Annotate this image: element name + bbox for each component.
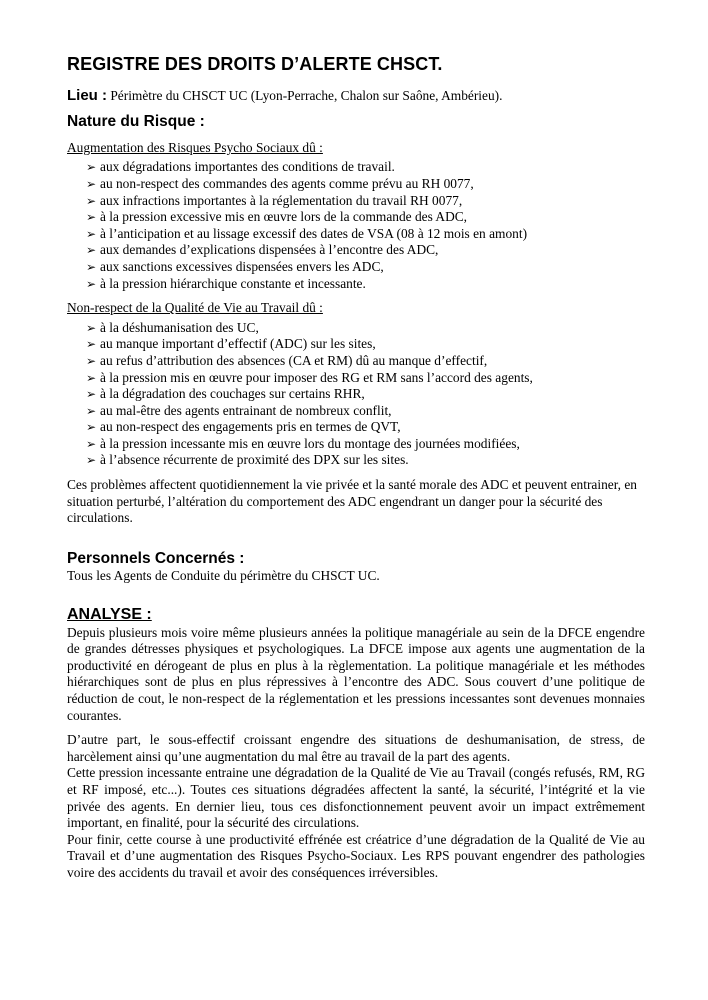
- nature-heading: Nature du Risque :: [67, 113, 205, 131]
- list-item: ➢ au non-respect des commandes des agents comme prévu au RH 0077,: [86, 175, 474, 191]
- list-item: ➢ aux sanctions excessives dispensées envers les ADC,: [86, 258, 384, 274]
- list-item: ➢ au manque important d’effectif (ADC) sur les sites,: [86, 336, 376, 352]
- arrowhead-bullet-icon: ➢: [86, 226, 97, 241]
- arrowhead-bullet-icon: ➢: [86, 193, 97, 208]
- list-item: ➢ au refus d’attribution des absences (CA et RM) dû au manque d’effectif,: [86, 352, 488, 368]
- lieu-line: [67, 88, 645, 105]
- list-item: ➢ aux dégradations importantes des conditions de travail.: [86, 159, 395, 175]
- analyse-paragraph-3: Cette pression incessante entraine une dégradation de la Qualité de Vie au Travail (congés refusés, RM, RG et RF imposé, etc...). Toutes ces situations dégradées affectent la santé, la sécurité, l’intégrité et la vie privée des agents. En dernier lieu, tous ces disfonctionnement peuvent avoir un impact extrêmement important, en finalité, pour la sécurité des circulations.: [67, 765, 645, 831]
- arrowhead-bullet-icon: ➢: [86, 453, 97, 468]
- arrowhead-bullet-icon: ➢: [86, 210, 97, 225]
- arrowhead-bullet-icon: ➢: [86, 403, 97, 418]
- arrowhead-bullet-icon: ➢: [86, 370, 97, 385]
- arrowhead-bullet-icon: ➢: [86, 387, 97, 402]
- list-item: ➢ à la déshumanisation des UC,: [86, 319, 259, 335]
- document-title: REGISTRE DES DROITS D’ALERTE CHSCT.: [67, 54, 443, 74]
- arrowhead-bullet-icon: ➢: [86, 436, 97, 451]
- list-item: ➢ à la pression excessive mis en œuvre lors de la commande des ADC,: [86, 209, 468, 225]
- qvt-list: [67, 320, 645, 469]
- list-item: ➢ à la pression mis en œuvre pour imposer des RG et RM sans l’accord des agents,: [86, 369, 533, 385]
- arrowhead-bullet-icon: ➢: [86, 243, 97, 258]
- personnels-heading: Personnels Concernés :: [67, 549, 245, 567]
- list-item: ➢ au non-respect des engagements pris en termes de QVT,: [86, 419, 401, 435]
- arrowhead-bullet-icon: ➢: [86, 276, 97, 291]
- lieu-label: Lieu :: [67, 86, 107, 104]
- risk-paragraph: Ces problèmes affectent quotidiennement la vie privée et la santé morale des ADC et peuvent entrainer, en situation perturbé, l’altération du comportement des ADC engendrant un danger pour la sécurité des circulations.: [67, 477, 637, 526]
- analyse-heading: ANALYSE :: [67, 606, 152, 624]
- arrowhead-bullet-icon: ➢: [86, 420, 97, 435]
- qvt-subheading: Non-respect de la Qualité de Vie au Travail dû :: [67, 300, 323, 316]
- list-item: ➢ à la pression incessante mis en œuvre lors du montage des journées modifiées,: [86, 435, 520, 451]
- list-item: ➢ à l’anticipation et au lissage excessif des dates de VSA (08 à 12 mois en amont): [86, 225, 528, 241]
- arrowhead-bullet-icon: ➢: [86, 176, 97, 191]
- personnels-text: Tous les Agents de Conduite du périmètre du CHSCT UC.: [67, 568, 380, 584]
- list-item: ➢ à l’absence récurrente de proximité des DPX sur les sites.: [86, 452, 409, 468]
- analyse-paragraph-2: D’autre part, le sous-effectif croissant engendre des situations de deshumanisation, de stress, de harcèlement ainsi qu’une augmentation du mal être au travail de la part des agents.: [67, 732, 645, 764]
- arrowhead-bullet-icon: ➢: [86, 337, 97, 352]
- rps-subheading: Augmentation des Risques Psycho Sociaux dû :: [67, 139, 323, 155]
- arrowhead-bullet-icon: ➢: [86, 160, 97, 175]
- lieu-value: Périmètre du CHSCT UC (Lyon-Perrache, Chalon sur Saône, Ambérieu).: [110, 87, 503, 103]
- arrowhead-bullet-icon: ➢: [86, 320, 97, 335]
- list-item: ➢ à la pression hiérarchique constante et incessante.: [86, 275, 366, 291]
- list-item: ➢ à la dégradation des couchages sur certains RHR,: [86, 386, 365, 402]
- arrowhead-bullet-icon: ➢: [86, 353, 97, 368]
- list-item: ➢ au mal-être des agents entrainant de nombreux conflit,: [86, 402, 392, 418]
- arrowhead-bullet-icon: ➢: [86, 259, 97, 274]
- analyse-paragraph-1: Depuis plusieurs mois voire même plusieurs années la politique managériale au sein de la DFCE engendre de grandes détresses physiques et psychologiques. La DFCE impose aux agents une augmentation de la productivité en dérogeant de plus en plus à la règlementation. La politique managériale et les méthodes hiérarchiques sont de plus en plus répressives à l’encontre des ADC. Sous couvert d’une politique de réduction de cout, le non-respect de la réglementation et les pressions incessantes sont devenues monnaies courantes.: [67, 624, 645, 723]
- list-item: ➢ aux infractions importantes à la réglementation du travail RH 0077,: [86, 192, 463, 208]
- list-item: ➢ aux demandes d’explications dispensées à l’encontre des ADC,: [86, 242, 439, 258]
- analyse-paragraph-4: Pour finir, cette course à une productivité effrénée est créatrice d’une dégradation de la Qualité de Vie au Travail et d’une augmentation des Risques Psycho-Sociaux. Les RPS pouvant engendrer des pathologies voire des accidents du travail et avoir des conséquences irréversibles.: [67, 831, 645, 880]
- document-page: [67, 56, 645, 882]
- rps-list: [67, 159, 645, 292]
